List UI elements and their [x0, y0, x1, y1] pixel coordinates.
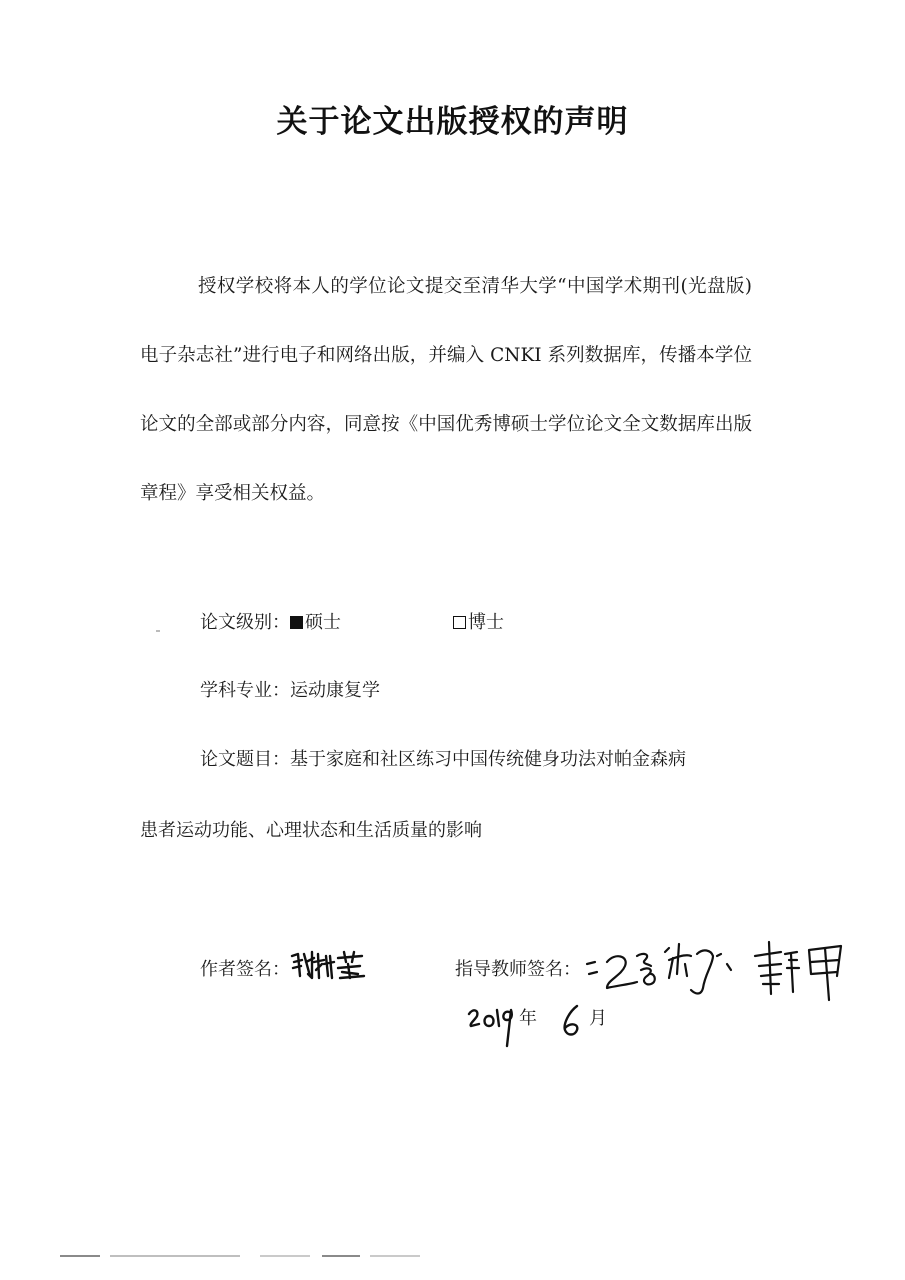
authorization-paragraph: 授权学校将本人的学位论文提交至清华大学“中国学术期刊(光盘版)电子杂志社”进行电子和网络出版，并编入 CNKI 系列数据库，传播本学位论文的全部或部分内容，同意按《中国优秀博硕士学位论文全文数据库出版章程》享受相关权益。 [140, 276, 752, 504]
degree-level-row [200, 608, 504, 634]
option-master [290, 612, 341, 633]
advisor-signature-label: 指导教师签名： [455, 959, 581, 980]
doctor-text: 博士 [468, 612, 504, 633]
scan-speck [156, 630, 160, 632]
topic-line1: 基于家庭和社区练习中国传统健身功法对帕金森病 [290, 749, 686, 770]
footer-rule [60, 1250, 440, 1260]
page-title: 关于论文出版授权的声明 [276, 104, 629, 140]
major-value: 运动康复学 [290, 680, 380, 701]
month-label: 月 [589, 1008, 607, 1029]
author-signature-image [288, 948, 368, 984]
master-text: 硕士 [305, 612, 341, 633]
degree-level-label: 论文级别： [200, 612, 290, 633]
major-row [200, 676, 380, 702]
topic-label: 论文题目： [200, 749, 290, 770]
handwritten-date [465, 990, 645, 1065]
doctor-checkbox [453, 616, 466, 629]
master-checkbox [290, 616, 303, 629]
major-label: 学科专业： [200, 680, 290, 701]
author-signature-label: 作者签名： [200, 959, 290, 980]
topic-line2: 患者运动功能、心理状态和生活质量的影响 [140, 820, 482, 841]
topic-row [200, 745, 686, 771]
year-label: 年 [519, 1008, 537, 1029]
option-doctor [453, 608, 504, 634]
